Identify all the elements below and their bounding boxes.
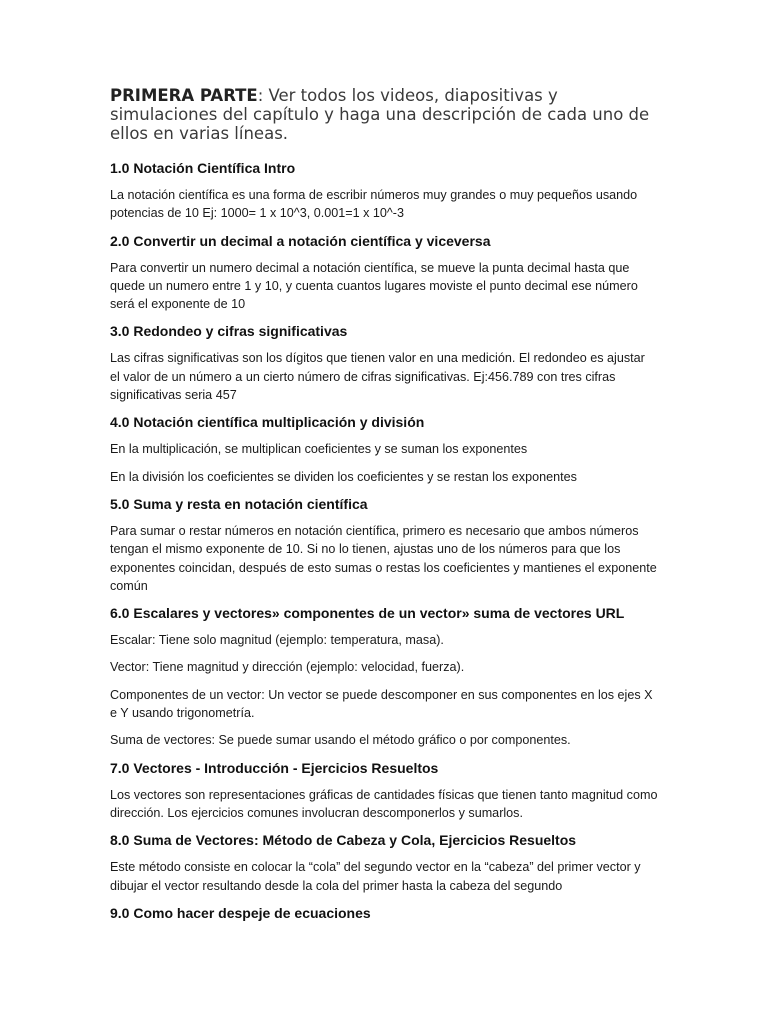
section-heading: 8.0 Suma de Vectores: Método de Cabeza y Cola, Ejercicios Resueltos bbox=[110, 832, 577, 849]
section-heading: 4.0 Notación científica multiplicación y división bbox=[110, 414, 425, 431]
section-block bbox=[110, 159, 658, 223]
section-heading: 5.0 Suma y resta en notación científica bbox=[110, 495, 368, 512]
section-block bbox=[110, 413, 658, 486]
section-heading: 6.0 Escalares y vectores» componentes de un vector» suma de vectores URL bbox=[110, 605, 625, 622]
sections-container bbox=[110, 159, 658, 922]
section-block bbox=[110, 904, 658, 922]
intro-lead: PRIMERA PARTE bbox=[110, 86, 258, 105]
section-block bbox=[110, 495, 658, 595]
section-paragraph: Para sumar o restar números en notación científica, primero es necesario que ambos números tengan el mismo exponente de 10. Si no lo tienen, ajustas uno de los números para que los exponentes coincidan, después de esto sumas o restas los coeficientes y mantienes el exponente común bbox=[110, 523, 657, 593]
section-block bbox=[110, 232, 658, 314]
section-paragraph: Escalar: Tiene solo magnitud (ejemplo: temperatura, masa). bbox=[110, 633, 444, 648]
section-paragraph: Vector: Tiene magnitud y dirección (ejemplo: velocidad, fuerza). bbox=[110, 660, 465, 675]
section-paragraph: En la división los coeficientes se dividen los coeficientes y se restan los exponentes bbox=[110, 469, 577, 484]
section-block bbox=[110, 604, 658, 749]
section-heading: 2.0 Convertir un decimal a notación científica y viceversa bbox=[110, 232, 491, 249]
section-heading: 9.0 Como hacer despeje de ecuaciones bbox=[110, 904, 371, 921]
section-heading: 1.0 Notación Científica Intro bbox=[110, 160, 296, 176]
section-heading: 7.0 Vectores - Introducción - Ejercicios Resueltos bbox=[110, 759, 439, 776]
section-paragraph: Este método consiste en colocar la “cola” del segundo vector en la “cabeza” del primer vector y dibujar el vector resultando desde la cola del primer hasta la cabeza del segundo bbox=[110, 860, 641, 893]
section-paragraph: La notación científica es una forma de escribir números muy grandes o muy pequeños usando potencias de 10 Ej: 1000= 1 x 10^3, 0.001=1 x 10^-3 bbox=[110, 188, 638, 221]
section-block bbox=[110, 322, 658, 404]
section-paragraph: Las cifras significativas son los dígitos que tienen valor en una medición. El redondeo es ajustar el valor de un número a un cierto número de cifras significativas. Ej:456.789 con tres cifras significativas seria 457 bbox=[110, 351, 645, 403]
section-heading: 3.0 Redondeo y cifras significativas bbox=[110, 323, 348, 340]
section-paragraph: Los vectores son representaciones gráficas de cantidades físicas que tienen tanto magnitud como dirección. Los ejercicios comunes involucran descomponerlos y sumarlos. bbox=[110, 787, 658, 820]
section-paragraph: En la multiplicación, se multiplican coeficientes y se suman los exponentes bbox=[110, 442, 528, 457]
intro-text: : Ver todos los videos, diapositivas y simulaciones del capítulo y haga una descripción de cada uno de ellos en varias líneas. bbox=[110, 86, 650, 143]
document-page bbox=[110, 86, 658, 931]
section-block bbox=[110, 759, 658, 823]
section-paragraph: Suma de vectores: Se puede sumar usando el método gráfico o por componentes. bbox=[110, 733, 571, 748]
section-paragraph: Para convertir un numero decimal a notación científica, se mueve la punta decimal hasta que quede un numero entre 1 y 10, y cuenta cuantos lugares moviste el punto decimal ese número será el exponente de 10 bbox=[110, 260, 638, 312]
section-paragraph: Componentes de un vector: Un vector se puede descomponer en sus componentes en los ejes X e Y usando trigonometría. bbox=[110, 687, 653, 721]
section-block bbox=[110, 831, 658, 895]
intro-paragraph bbox=[110, 86, 658, 143]
